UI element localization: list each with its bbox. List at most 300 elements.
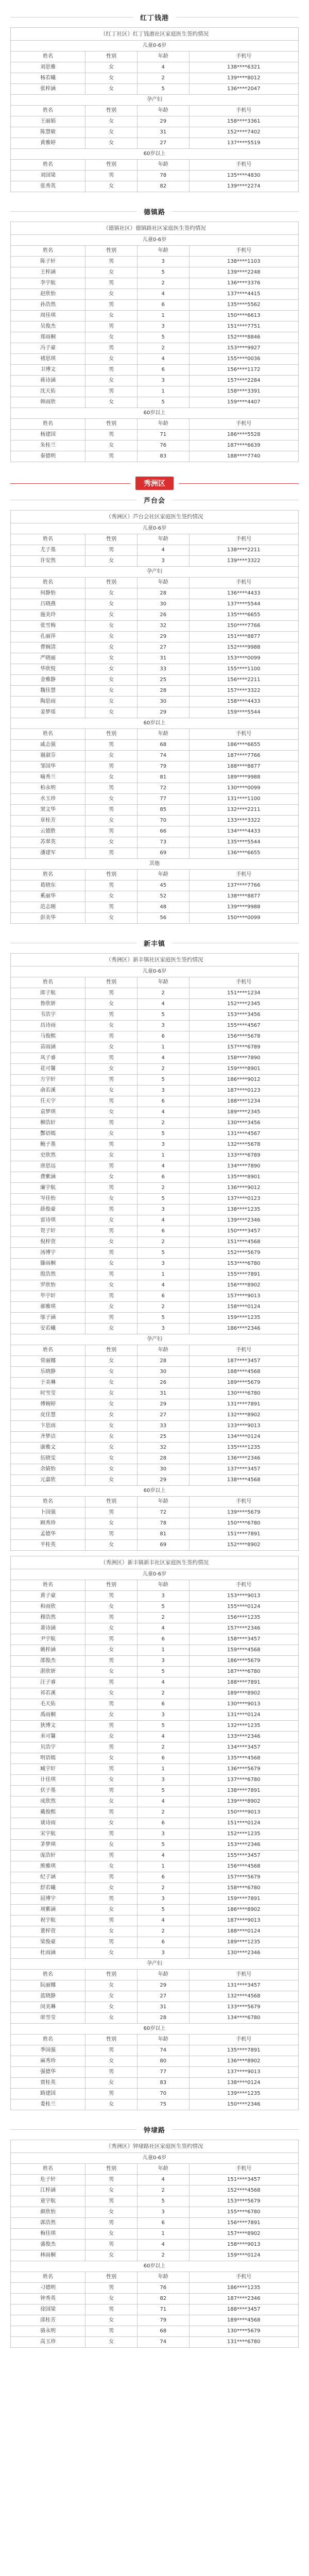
table-row <box>11 610 299 621</box>
cell-name: 王梓涵 <box>11 267 85 278</box>
table-row <box>11 1291 299 1302</box>
cell-name: 穆浩然 <box>11 1613 85 1623</box>
cell-name: 薛俊豪 <box>11 1205 85 1215</box>
cell-age: 6 <box>137 1291 189 1302</box>
table-row <box>11 1872 299 1883</box>
cell-age: 2 <box>137 1118 189 1129</box>
cell-phone: 151****1234 <box>189 988 298 999</box>
table-row <box>11 354 299 365</box>
table-row <box>11 1464 299 1475</box>
cell-age: 2 <box>137 1807 189 1818</box>
cell-name: 蓝晓静 <box>11 1991 85 2002</box>
table-row <box>11 1807 299 1818</box>
cell-phone: 186****5528 <box>189 430 298 440</box>
cell-sex: 女 <box>85 1259 138 1269</box>
cell-sex: 女 <box>85 1732 138 1742</box>
section-header <box>10 938 299 948</box>
cell-name: 吕晓燕 <box>11 599 85 610</box>
cell-age: 29 <box>137 1980 189 1991</box>
table-row <box>11 1518 299 1529</box>
cell-age: 1 <box>137 1269 189 1280</box>
table-row <box>11 343 299 354</box>
signing-table <box>10 953 299 1551</box>
cell-name: 姜梦瑶 <box>11 707 85 718</box>
cell-sex: 女 <box>85 289 138 300</box>
group-label-row <box>11 859 299 870</box>
cell-age: 2 <box>137 1926 189 1937</box>
column-header: 性别 <box>85 578 138 588</box>
cell-age: 31 <box>137 1388 189 1399</box>
cell-phone: 131****0124 <box>189 1710 298 1721</box>
column-header: 性别 <box>85 2035 138 2045</box>
table-row <box>11 642 299 653</box>
cell-name: 鲍子墨 <box>11 1140 85 1150</box>
column-header: 年龄 <box>137 2164 189 2175</box>
table-caption-row <box>11 222 299 235</box>
cell-age: 26 <box>137 1378 189 1388</box>
cell-phone: 138****0124 <box>189 2078 298 2089</box>
section <box>10 12 299 192</box>
table-row <box>11 62 299 73</box>
cell-sex: 女 <box>85 1602 138 1613</box>
cell-phone: 131****3457 <box>189 1980 298 1991</box>
column-header-row <box>11 2035 299 2045</box>
cell-age: 4 <box>137 1916 189 1926</box>
cell-name: 卫博文 <box>11 365 85 376</box>
cell-phone: 153****9013 <box>189 1591 298 1602</box>
cell-sex: 男 <box>85 2218 138 2229</box>
cell-age: 3 <box>137 556 189 567</box>
cell-name: 伏子墨 <box>11 1786 85 1797</box>
cell-age: 72 <box>137 1507 189 1518</box>
cell-phone: 153****9927 <box>189 343 298 354</box>
cell-name: 孟德华 <box>11 1529 85 1540</box>
cell-name: 庞浩轩 <box>11 1851 85 1861</box>
column-header: 手机号 <box>189 160 298 171</box>
cell-age: 31 <box>137 2002 189 2013</box>
cell-name: 娄桂兰 <box>11 2099 85 2110</box>
cell-sex: 男 <box>85 1591 138 1602</box>
cell-phone: 135****6655 <box>189 610 298 621</box>
cell-sex: 女 <box>85 2250 138 2261</box>
table-row <box>11 707 299 718</box>
column-header: 手机号 <box>189 52 298 62</box>
cell-phone: 134****0124 <box>189 1432 298 1443</box>
group-label-row <box>11 967 299 977</box>
cell-age: 3 <box>137 1775 189 1786</box>
cell-sex: 女 <box>85 1107 138 1118</box>
cell-phone: 137****5544 <box>189 599 298 610</box>
cell-name: 酆语嫣 <box>11 1129 85 1140</box>
cell-phone: 153****0099 <box>189 653 298 664</box>
cell-phone: 156****5678 <box>189 1031 298 1042</box>
cell-sex: 男 <box>85 1053 138 1064</box>
group-label-row <box>11 235 299 246</box>
cell-phone: 138****8877 <box>189 891 298 902</box>
cell-age: 2 <box>137 1688 189 1699</box>
cell-name: 许安然 <box>11 556 85 567</box>
cell-age: 28 <box>137 1356 189 1367</box>
cell-sex: 女 <box>85 1302 138 1313</box>
table-row <box>11 116 299 127</box>
cell-age: 30 <box>137 1464 189 1475</box>
table-row <box>11 1905 299 1916</box>
cell-sex: 男 <box>85 848 138 859</box>
cell-phone: 159****4407 <box>189 397 298 408</box>
cell-sex: 女 <box>85 376 138 386</box>
cell-sex: 男 <box>85 321 138 332</box>
column-header: 年龄 <box>137 729 189 740</box>
cell-phone: 155****0124 <box>189 1602 298 1613</box>
divider-line <box>176 17 299 18</box>
column-header: 姓名 <box>11 419 85 430</box>
cell-sex: 男 <box>85 1634 138 1645</box>
cell-sex: 男 <box>85 1829 138 1840</box>
section-title: 芦台会 <box>144 497 166 505</box>
column-header: 姓名 <box>11 1345 85 1356</box>
group-label: 60岁以上 <box>11 1486 299 1497</box>
cell-age: 4 <box>137 1623 189 1634</box>
column-header: 手机号 <box>189 2035 298 2045</box>
column-header: 手机号 <box>189 578 298 588</box>
cell-age: 29 <box>137 1399 189 1410</box>
table-row <box>11 1645 299 1656</box>
cell-age: 4 <box>137 1677 189 1688</box>
cell-phone: 135****4568 <box>189 1753 298 1764</box>
cell-name: 毕宇轩 <box>11 1291 85 1302</box>
group-label-row <box>11 41 299 52</box>
cell-age: 6 <box>137 1172 189 1183</box>
cell-name: 湛欣妍 <box>11 1667 85 1677</box>
cell-phone: 186****5679 <box>189 1656 298 1667</box>
table-row <box>11 440 299 451</box>
table-row <box>11 2207 299 2218</box>
cell-sex: 女 <box>85 621 138 632</box>
cell-age: 1 <box>137 2229 189 2240</box>
cell-sex: 男 <box>85 2045 138 2056</box>
cell-age: 6 <box>137 1096 189 1107</box>
cell-name: 贾桂英 <box>11 2078 85 2089</box>
table-row <box>11 848 299 859</box>
cell-phone: 187****2346 <box>189 2294 298 2304</box>
cell-age: 4 <box>137 354 189 365</box>
cell-age: 6 <box>137 1872 189 1883</box>
cell-age: 3 <box>137 1656 189 1667</box>
column-header-row <box>11 106 299 116</box>
cell-name: 陈子轩 <box>11 257 85 267</box>
cell-phone: 137****4415 <box>189 289 298 300</box>
cell-age: 76 <box>137 440 189 451</box>
cell-sex: 女 <box>85 1042 138 1053</box>
cell-sex: 男 <box>85 1656 138 1667</box>
cell-sex: 女 <box>85 73 138 84</box>
table-row <box>11 2283 299 2294</box>
table-row <box>11 1937 299 1948</box>
cell-phone: 158****4433 <box>189 697 298 707</box>
signing-table <box>10 222 299 462</box>
cell-age: 5 <box>137 1194 189 1205</box>
cell-phone: 159****7891 <box>189 1894 298 1905</box>
table-row <box>11 1399 299 1410</box>
cell-sex: 男 <box>85 1226 138 1237</box>
column-header: 手机号 <box>189 729 298 740</box>
column-header: 年龄 <box>137 160 189 171</box>
cell-sex: 女 <box>85 1775 138 1786</box>
table-row <box>11 2196 299 2207</box>
cell-name: 刘国梁 <box>11 171 85 181</box>
cell-phone: 152****1235 <box>189 1829 298 1840</box>
table-row <box>11 365 299 376</box>
group-label: 儿童0-6岁 <box>11 235 299 246</box>
cell-name: 颜欣怡 <box>11 2207 85 2218</box>
cell-age: 5 <box>137 1010 189 1021</box>
cell-age: 66 <box>137 826 189 837</box>
cell-age: 77 <box>137 794 189 805</box>
cell-sex: 女 <box>85 794 138 805</box>
column-header: 姓名 <box>11 1497 85 1507</box>
group-label: 其他 <box>11 859 299 870</box>
table-row <box>11 2315 299 2326</box>
cell-sex: 女 <box>85 599 138 610</box>
cell-sex: 男 <box>85 300 138 311</box>
column-header-row <box>11 2164 299 2175</box>
cell-sex: 男 <box>85 1010 138 1021</box>
table-row <box>11 1453 299 1464</box>
column-header: 性别 <box>85 1345 138 1356</box>
cell-age: 2 <box>137 1064 189 1075</box>
cell-age: 28 <box>137 2013 189 2024</box>
cell-name: 苗雨涵 <box>11 1042 85 1053</box>
table-row <box>11 397 299 408</box>
cell-sex: 女 <box>85 664 138 675</box>
column-header-row <box>11 977 299 988</box>
cell-sex: 女 <box>85 1905 138 1916</box>
cell-age: 30 <box>137 599 189 610</box>
cell-age: 30 <box>137 1367 189 1378</box>
column-header: 性别 <box>85 729 138 740</box>
cell-name: 康雅文 <box>11 1443 85 1453</box>
cell-name: 余婧怡 <box>11 1464 85 1475</box>
cell-age: 83 <box>137 451 189 462</box>
cell-phone: 155****0036 <box>189 354 298 365</box>
cell-age: 74 <box>137 2337 189 2348</box>
cell-name: 戚志强 <box>11 740 85 751</box>
cell-name: 计佳琪 <box>11 1775 85 1786</box>
cell-name: 平桂英 <box>11 1540 85 1551</box>
table-row <box>11 621 299 632</box>
cell-sex: 女 <box>85 751 138 761</box>
cell-sex: 女 <box>85 2013 138 2024</box>
table-row <box>11 2218 299 2229</box>
column-header: 姓名 <box>11 246 85 257</box>
cell-phone: 159****4568 <box>189 1645 298 1656</box>
cell-name: 熊雅琪 <box>11 1861 85 1872</box>
table-row <box>11 1237 299 1248</box>
table-row <box>11 740 299 751</box>
column-header: 手机号 <box>189 2272 298 2283</box>
cell-name: 舒若曦 <box>11 1883 85 1894</box>
cell-sex: 女 <box>85 1064 138 1075</box>
cell-age: 32 <box>137 1443 189 1453</box>
cell-phone: 189****4568 <box>189 2315 298 2326</box>
column-header: 姓名 <box>11 1580 85 1591</box>
table-caption-row <box>11 1556 299 1569</box>
group-label: 60岁以上 <box>11 2024 299 2035</box>
cell-phone: 157****2346 <box>189 1623 298 1634</box>
cell-phone: 153****2346 <box>189 1840 298 1851</box>
cell-name: 路建国 <box>11 2089 85 2099</box>
table-row <box>11 1613 299 1623</box>
cell-name: 周佳琪 <box>11 311 85 321</box>
cell-name: 彭美华 <box>11 913 85 924</box>
cell-phone: 153****5679 <box>189 2196 298 2207</box>
cell-sex: 女 <box>85 354 138 365</box>
cell-name: 喻秀兰 <box>11 772 85 783</box>
group-label: 60岁以上 <box>11 408 299 419</box>
cell-sex: 女 <box>85 1399 138 1410</box>
cell-name: 董梓萱 <box>11 1926 85 1937</box>
group-label-row <box>11 2024 299 2035</box>
cell-phone: 156****7891 <box>189 2218 298 2229</box>
table-row <box>11 2002 299 2013</box>
column-header: 年龄 <box>137 1497 189 1507</box>
table-row <box>11 1851 299 1861</box>
cell-name: 任天宇 <box>11 1096 85 1107</box>
column-header: 手机号 <box>189 1345 298 1356</box>
table-row <box>11 1064 299 1075</box>
cell-sex: 女 <box>85 816 138 826</box>
cell-phone: 131****1100 <box>189 794 298 805</box>
cell-name: 贺子轩 <box>11 1226 85 1237</box>
cell-phone: 130****0099 <box>189 783 298 794</box>
cell-age: 33 <box>137 664 189 675</box>
table-row <box>11 1075 299 1086</box>
cell-sex: 女 <box>85 686 138 697</box>
column-header: 性别 <box>85 1497 138 1507</box>
cell-phone: 152****8846 <box>189 332 298 343</box>
cell-name: 闵美琳 <box>11 2002 85 2013</box>
cell-phone: 139****5679 <box>189 1507 298 1518</box>
cell-age: 74 <box>137 751 189 761</box>
cell-sex: 男 <box>85 1507 138 1518</box>
cell-phone: 159****0124 <box>189 2250 298 2261</box>
cell-age: 71 <box>137 2304 189 2315</box>
cell-name: 于美琳 <box>11 1378 85 1388</box>
cell-age: 1 <box>137 1150 189 1161</box>
cell-age: 27 <box>137 642 189 653</box>
cell-phone: 138****2211 <box>189 545 298 556</box>
column-header: 性别 <box>85 870 138 880</box>
cell-age: 28 <box>137 686 189 697</box>
cell-age: 3 <box>137 1205 189 1215</box>
cell-phone: 153****6780 <box>189 1259 298 1269</box>
cell-age: 72 <box>137 783 189 794</box>
section-title: 钟埭路 <box>144 2127 166 2134</box>
cell-name: 沈天佑 <box>11 386 85 397</box>
cell-phone: 189****9988 <box>189 772 298 783</box>
table-row <box>11 1021 299 1031</box>
table-caption: （红丁社区）红丁钱港社区家庭医生签约情况 <box>11 28 299 41</box>
cell-age: 2 <box>137 2250 189 2261</box>
cell-sex: 男 <box>85 343 138 354</box>
cell-age: 5 <box>137 1840 189 1851</box>
cell-phone: 152****2345 <box>189 999 298 1010</box>
cell-age: 33 <box>137 1421 189 1432</box>
table-row <box>11 880 299 891</box>
cell-name: 邬子涵 <box>11 1313 85 1324</box>
cell-name: 危子轩 <box>11 2175 85 2185</box>
cell-sex: 女 <box>85 1388 138 1399</box>
signing-table <box>10 27 299 192</box>
group-label-row <box>11 149 299 160</box>
cell-phone: 155****3457 <box>189 1851 298 1861</box>
column-header: 手机号 <box>189 870 298 880</box>
cell-sex: 男 <box>85 1807 138 1818</box>
table-row <box>11 2337 299 2348</box>
cell-phone: 150****9013 <box>189 1807 298 1818</box>
table-row <box>11 2067 299 2078</box>
column-header: 年龄 <box>137 52 189 62</box>
table-row <box>11 1732 299 1742</box>
table-row <box>11 2185 299 2196</box>
cell-phone: 137****7766 <box>189 880 298 891</box>
section-header <box>10 207 299 216</box>
cell-sex: 男 <box>85 1313 138 1324</box>
cell-age: 2 <box>137 1742 189 1753</box>
column-header: 手机号 <box>189 977 298 988</box>
cell-phone: 188****8877 <box>189 761 298 772</box>
cell-name: 江梓涵 <box>11 2185 85 2196</box>
cell-name: 臧宇轩 <box>11 1764 85 1775</box>
cell-sex: 男 <box>85 2089 138 2099</box>
cell-sex: 女 <box>85 62 138 73</box>
cell-phone: 151****0124 <box>189 1818 298 1829</box>
cell-name: 狄博文 <box>11 1721 85 1732</box>
cell-phone: 139****8902 <box>189 1797 298 1807</box>
cell-phone: 135****5562 <box>189 300 298 311</box>
cell-phone: 139****2346 <box>189 1215 298 1226</box>
table-row <box>11 1840 299 1851</box>
cell-age: 82 <box>137 181 189 192</box>
cell-sex: 男 <box>85 783 138 794</box>
cell-age: 83 <box>137 2078 189 2089</box>
group-label: 60岁以上 <box>11 149 299 160</box>
cell-sex: 男 <box>85 740 138 751</box>
table-row <box>11 1129 299 1140</box>
cell-name: 季国强 <box>11 2045 85 2056</box>
cell-name: 鲁欣妍 <box>11 999 85 1010</box>
table-row <box>11 300 299 311</box>
cell-age: 1 <box>137 1042 189 1053</box>
column-header: 姓名 <box>11 578 85 588</box>
column-header: 年龄 <box>137 578 189 588</box>
table-row <box>11 2099 299 2110</box>
cell-name: 傅婉婷 <box>11 1399 85 1410</box>
cell-age: 3 <box>137 1324 189 1334</box>
cell-name: 萧诗涵 <box>11 1623 85 1634</box>
cell-phone: 188****0124 <box>189 1926 298 1937</box>
divider-line <box>10 483 130 484</box>
cell-age: 3 <box>137 1259 189 1269</box>
table-row <box>11 1150 299 1161</box>
cell-name: 曹婉清 <box>11 642 85 653</box>
cell-phone: 188****4568 <box>189 1367 298 1378</box>
cell-phone: 136****6655 <box>189 848 298 859</box>
cell-phone: 156****1235 <box>189 1613 298 1623</box>
column-header: 姓名 <box>11 160 85 171</box>
column-header-row <box>11 2272 299 2283</box>
cell-name: 谈诗雨 <box>11 1818 85 1829</box>
